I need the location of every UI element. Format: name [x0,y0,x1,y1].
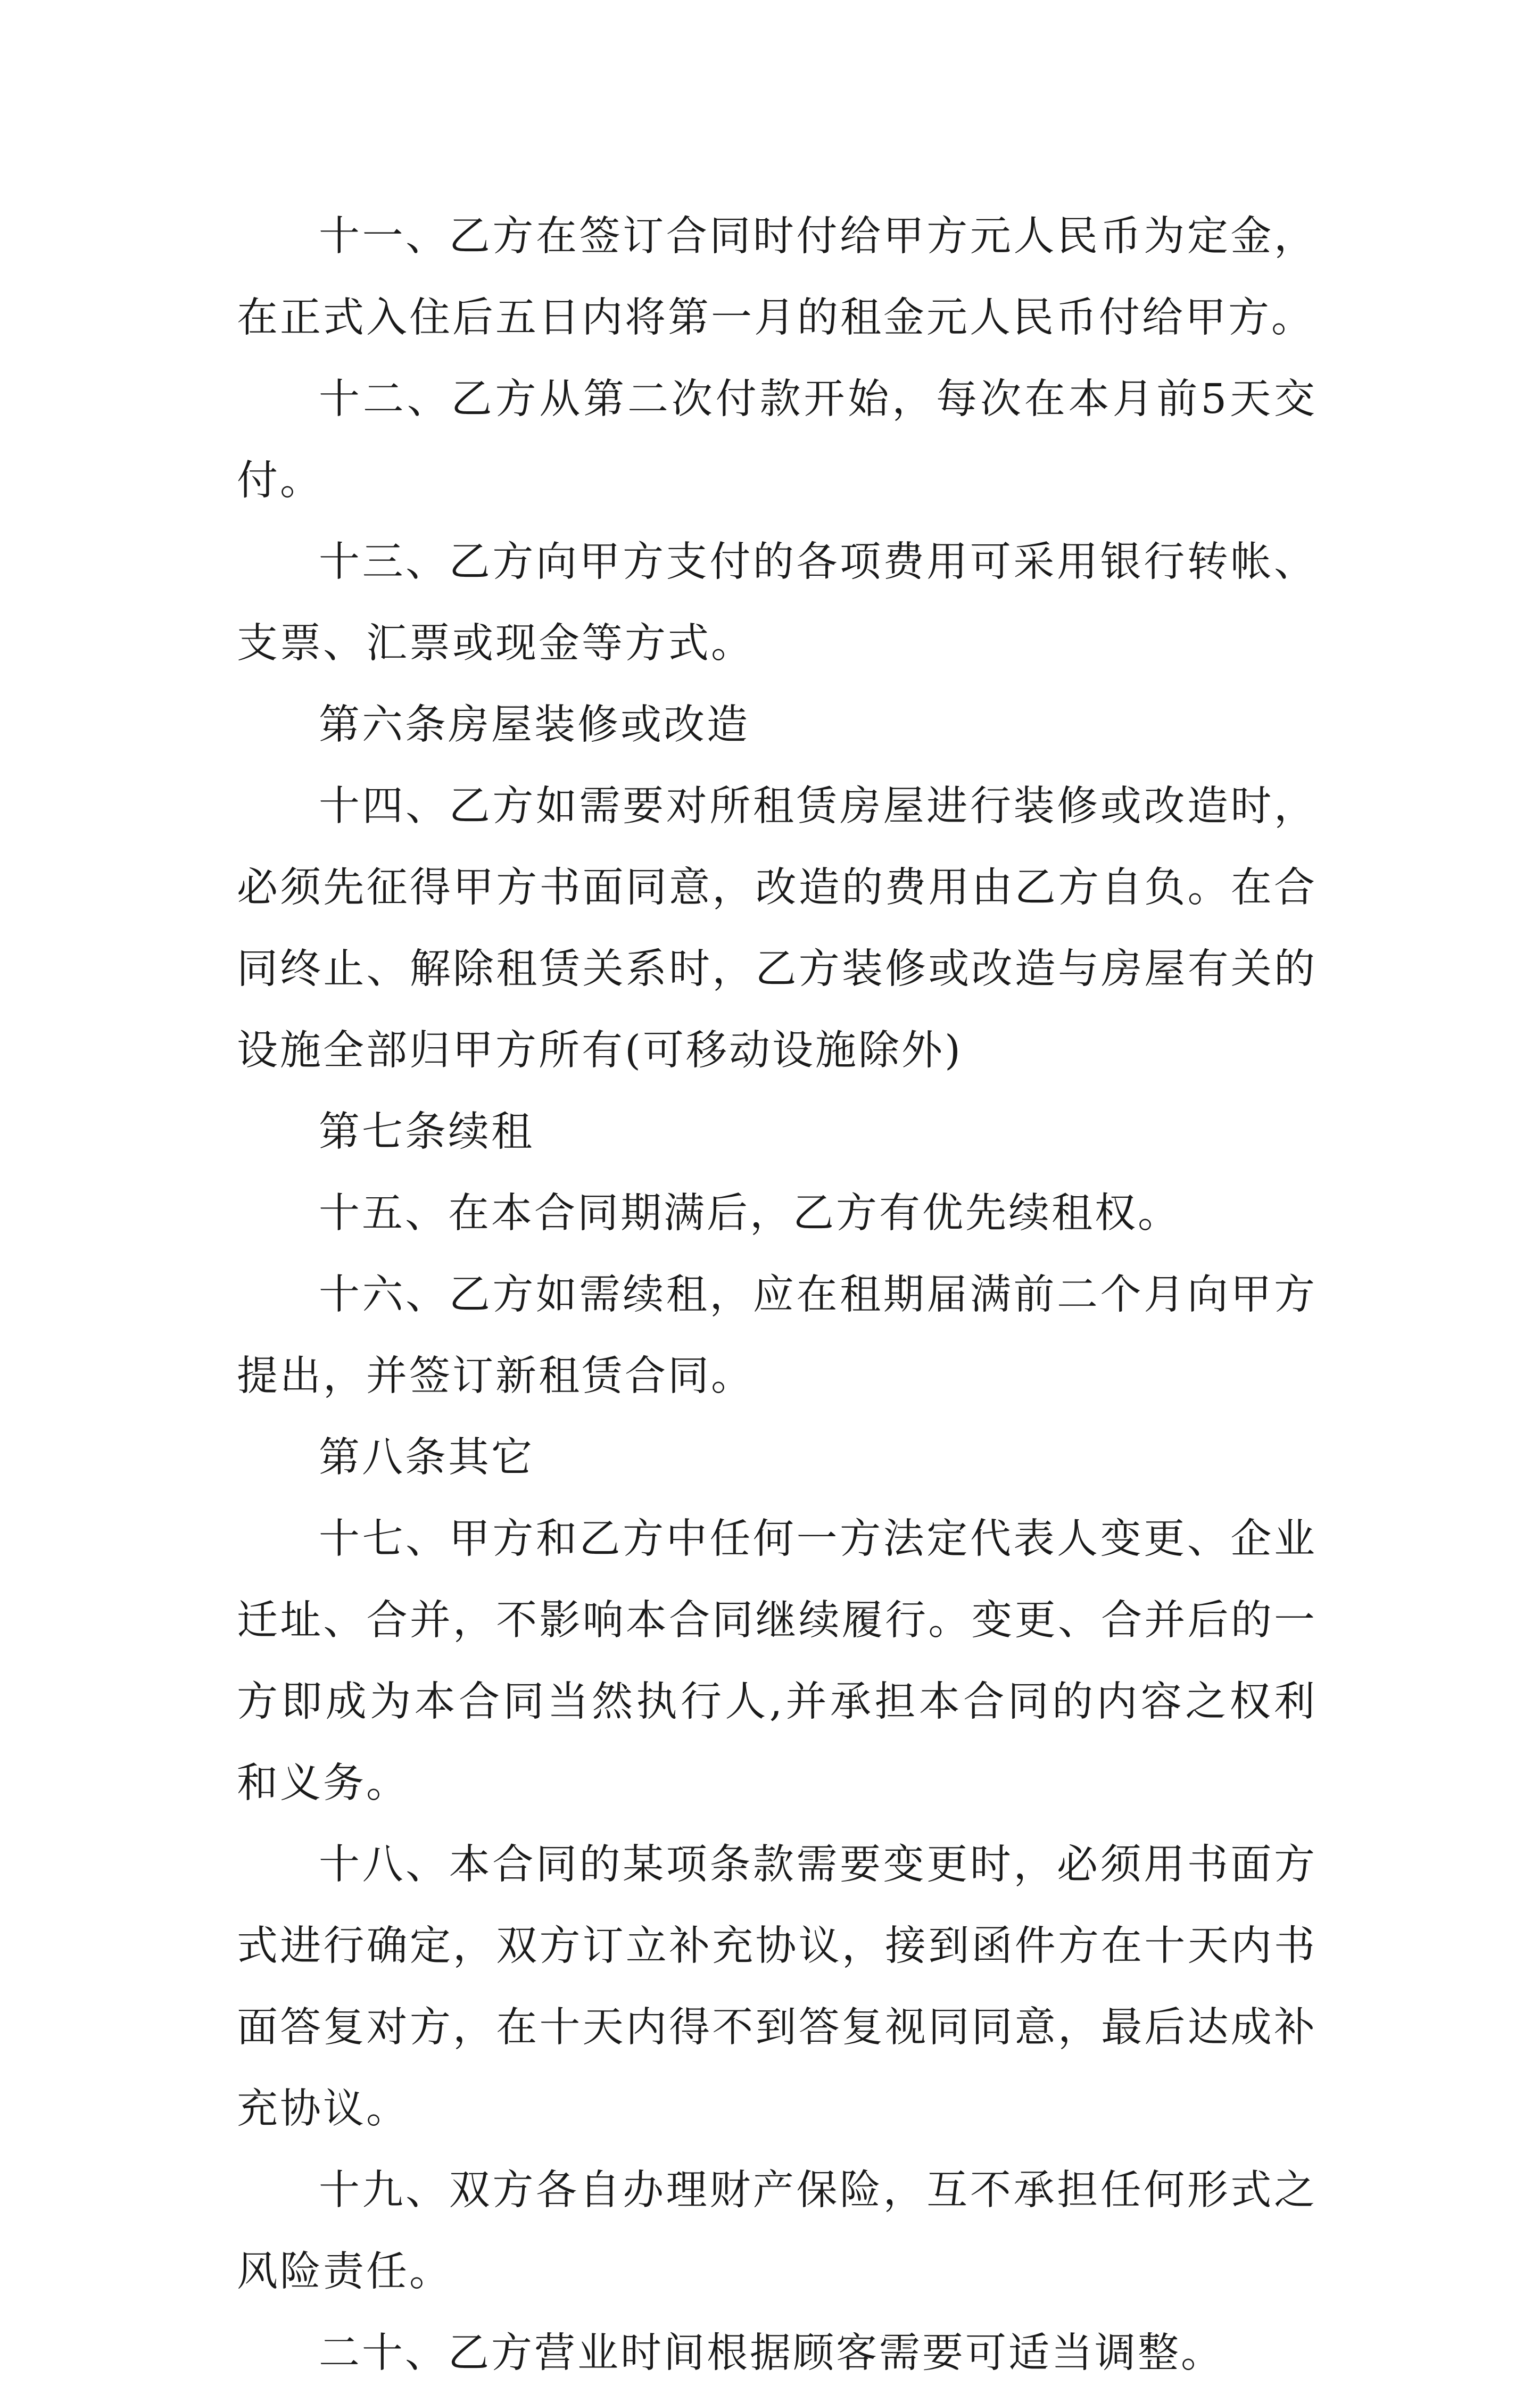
clause-14-paragraph: 十四、乙方如需要对所租赁房屋进行装修或改造时，必须先征得甲方书面同意，改造的费用由乙方自负。在合同终止、解除租赁关系时，乙方装修或改造与房屋有关的设施全部归甲方所有(可移动设施除外) [237,783,1317,1074]
clause-18-paragraph: 十八、本合同的某项条款需要变更时，必须用书面方式进行确定，双方订立补充协议，接到函件方在十天内书面答复对方，在十天内得不到答复视同同意，最后达成补充协议。 [237,1841,1317,2133]
clause-12-paragraph: 十二、乙方从第二次付款开始，每次在本月前5天交付。 [237,376,1317,504]
clause-16-paragraph: 十六、乙方如需续租，应在租期届满前二个月向甲方提出，并签订新租赁合同。 [237,1271,1317,1400]
clause-19-paragraph: 十九、双方各自办理财产保险，互不承担任何形式之风险责任。 [237,2167,1317,2296]
clause-15-paragraph: 十五、在本合同期满后，乙方有优先续租权。 [319,1190,1181,1237]
clause-20-paragraph: 二十、乙方营业时间根据顾客需要可适当调整。 [319,2330,1224,2377]
clause-11-paragraph: 十一、乙方在签订合同时付给甲方元人民币为定金，在正式入住后五日内将第一月的租金元人民币付给甲方。 [237,213,1317,342]
document-body [237,196,1317,2394]
article-7-heading: 第七条续租 [319,1108,534,1156]
clause-13-paragraph: 十三、乙方向甲方支付的各项费用可采用银行转帐、支票、汇票或现金等方式。 [237,539,1317,667]
article-6-heading: 第六条房屋装修或改造 [319,701,750,749]
article-8-heading: 第八条其它 [319,1434,534,1481]
clause-17-paragraph: 十七、甲方和乙方中任何一方法定代表人变更、企业迁址、合并，不影响本合同继续履行。变更、合并后的一方即成为本合同当然执行人,并承担本合同的内容之权利和义务。 [237,1515,1317,1807]
